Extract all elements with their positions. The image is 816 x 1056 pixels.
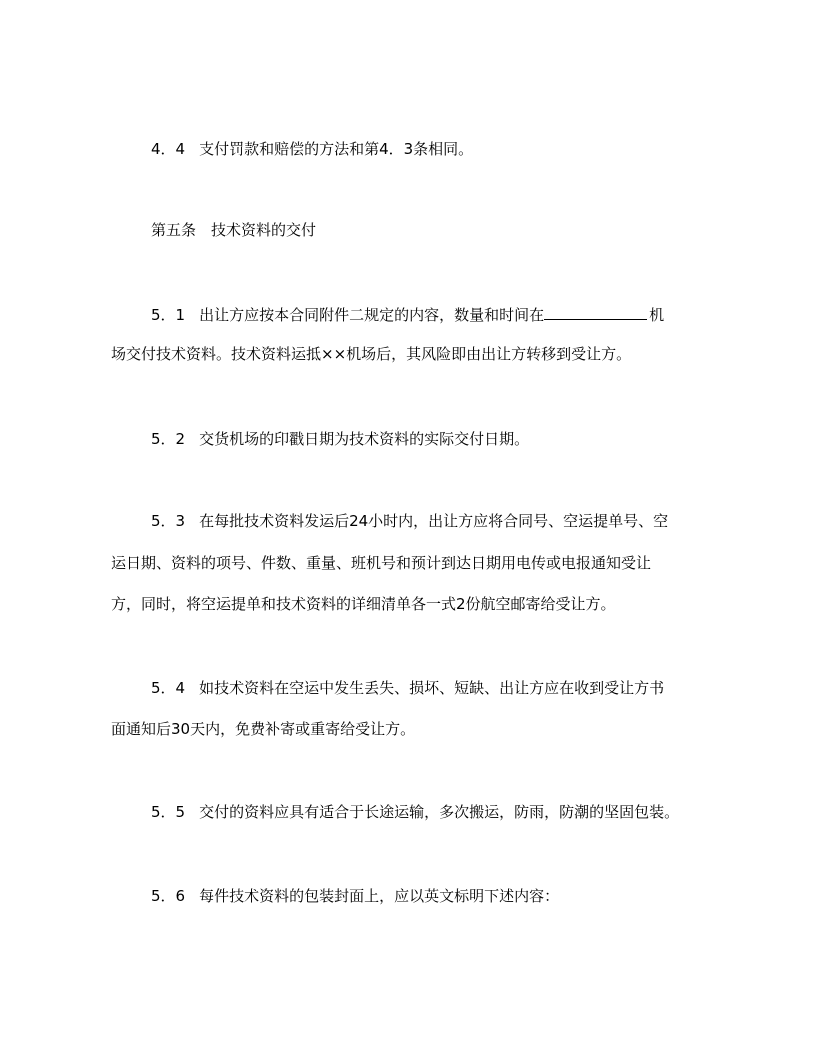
clause-number: 5．1 xyxy=(151,306,186,324)
clause-text-tail: 机 xyxy=(649,306,665,324)
clause-number: 5．2 xyxy=(151,430,186,448)
article-5-heading xyxy=(151,220,316,240)
blank-fill-line xyxy=(544,305,647,320)
clause-number: 5．5 xyxy=(151,803,186,821)
clause-5-5 xyxy=(151,802,679,822)
article-title: 第五条 技术资料的交付 xyxy=(151,221,317,239)
clause-5-4-line-1 xyxy=(151,678,664,698)
clause-5-3-line-3 xyxy=(111,594,616,614)
clause-number: 4．4 xyxy=(151,140,186,158)
clause-number: 5．6 xyxy=(151,887,186,905)
clause-text: 场交付技术资料。技术资料运抵××机场后，其风险即由出让方转移到受让方。 xyxy=(111,345,632,363)
clause-text: 方，同时，将空运提单和技术资料的详细清单各一式2份航空邮寄给受让方。 xyxy=(111,595,616,613)
clause-text: 如技术资料在空运中发生丢失、损坏、短缺、出让方应在收到受让方书 xyxy=(199,679,665,697)
clause-number: 5．3 xyxy=(151,512,186,530)
clause-5-3-line-2 xyxy=(111,553,651,573)
clause-5-2 xyxy=(151,429,529,449)
clause-text: 每件技术资料的包装封面上，应以英文标明下述内容： xyxy=(199,887,560,905)
clause-5-4-line-2 xyxy=(111,719,415,739)
clause-text: 支付罚款和赔偿的方法和第4．3条相同。 xyxy=(199,140,474,158)
clause-text: 交货机场的印戳日期为技术资料的实际交付日期。 xyxy=(199,430,530,448)
clause-text: 在每批技术资料发运后24小时内，出让方应将合同号、空运提单号、空 xyxy=(199,512,669,530)
clause-text: 出让方应按本合同附件二规定的内容，数量和时间在 xyxy=(199,306,545,324)
clause-5-1-line-1 xyxy=(151,305,664,325)
clause-4-4 xyxy=(151,139,473,159)
clause-text: 运日期、资料的项号、件数、重量、班机号和预计到达日期用电传或电报通知受让 xyxy=(111,554,652,572)
clause-5-6 xyxy=(151,886,559,906)
clause-5-3-line-1 xyxy=(151,511,668,531)
clause-text: 面通知后30天内，免费补寄或重寄给受让方。 xyxy=(111,720,416,738)
clause-number: 5．4 xyxy=(151,679,186,697)
clause-text: 交付的资料应具有适合于长途运输，多次搬运，防雨，防潮的坚固包装。 xyxy=(199,803,680,821)
clause-5-1-line-2 xyxy=(111,344,631,364)
